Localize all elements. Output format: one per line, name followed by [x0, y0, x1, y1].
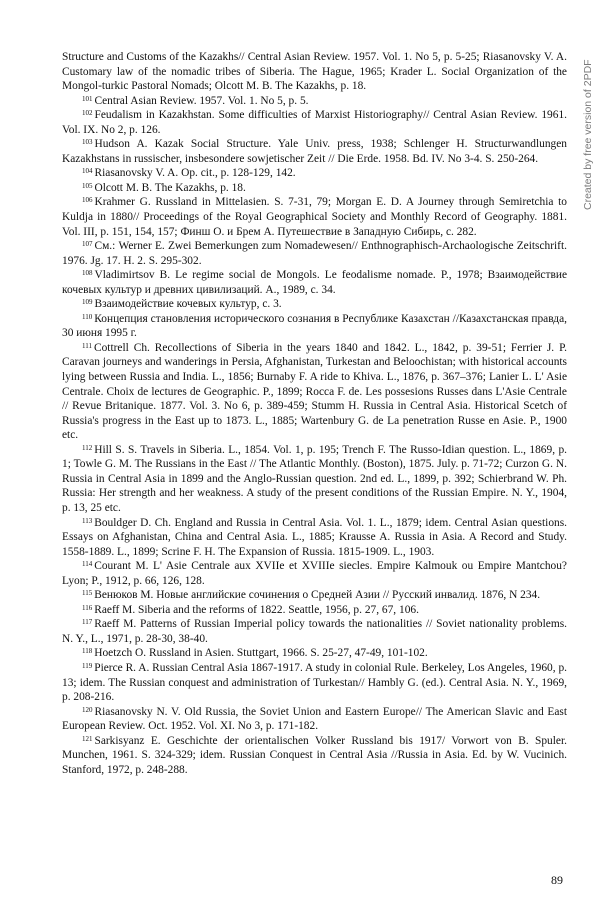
footnote-number: 115 [82, 589, 93, 598]
footnote-text: Pierce R. A. Russian Central Asia 1867-1917. A study in colonial Rule. Berkeley, Los Angeles, 1960, p. 13; idem. The Russian conquest and administration of Turkestan// Hambly G. (ed.). Central Asia. N. Y., 1969, p. 208-216. [62, 661, 567, 704]
footnote-number: 102 [82, 109, 93, 118]
footnote-111 [62, 341, 567, 443]
footnote-110 [62, 312, 567, 341]
footnote-number: 105 [82, 181, 93, 190]
footnote-121 [62, 734, 567, 778]
footnote-119 [62, 661, 567, 705]
footnote-text: Cottrell Ch. Recollections of Siberia in the years 1840 and 1842. L., 1842, p. 39-51; Ferrier J. P. Caravan journeys and wanderings in Persia, Afghanistan, Turkestan and Beloochistan; with historical accounts lying between Russia and India. L., 1856; Burnaby F. A ride to Khiva. L., 1876, p. 367–376; Lanier L. L' Asie Centrale. Choix de lectures de Geographic. P., 1899; Rocca F. de. Les possesions Russes dans L'Asie Centrale // Revue Britanique. 1877. Vol. 3. No 6, p. 389-459; Stumm H. Russia in Central Asia. Historical Scetch of Russia's progress in the East up to 1873. L., 1885; Wartenbury G. de La penetration Russe en Asie. P., 1900 etc. [62, 341, 567, 442]
footnote-number: 107 [82, 240, 93, 249]
footnote-103 [62, 137, 567, 166]
footnote-number: 106 [82, 196, 93, 205]
footnote-116 [62, 603, 567, 618]
footnote-104 [62, 166, 567, 181]
footnote-number: 110 [82, 312, 93, 321]
footnote-number: 111 [82, 341, 92, 350]
footnote-108 [62, 268, 567, 297]
footnote-number: 114 [82, 560, 93, 569]
footnote-number: 101 [82, 94, 93, 103]
footnote-120 [62, 705, 567, 734]
footnote-107 [62, 239, 567, 268]
footnote-number: 113 [82, 516, 93, 525]
footnote-text: Концепция становления исторического сознания в Республике Казахстан //Казахстанская правда, 30 июня 1995 г. [62, 312, 567, 340]
footnote-number: 119 [82, 661, 93, 670]
footnote-number: 108 [82, 269, 93, 278]
watermark-text: Created by free version of 2PDF [582, 59, 594, 210]
footnote-text: Riasanovsky V. A. Op. cit., p. 128-129, 142. [94, 167, 296, 180]
footnote-text: Hudson A. Kazak Social Structure. Yale Univ. press, 1938; Schlenger H. Structurwandlungen Kazakhstans in russischer, insbesondere sowjetischer Zeit // Die Erde. 1958. Bd. IV. No 3-4. S. 250-264. [62, 138, 567, 165]
footnotes-list [62, 50, 567, 777]
footnote-106 [62, 195, 567, 239]
page-number: 89 [551, 873, 563, 887]
footnote-text: Raeff M. Patterns of Russian Imperial policy towards the nationalities // Soviet nationality problems. N. Y., L., 1971, p. 28-30, 38-40. [62, 618, 567, 645]
footnote-text: Feudalism in Kazakhstan. Some difficulties of Marxist Historiography// Central Asian Review. 1961. Vol. IX. No 2, p. 126. [62, 109, 567, 136]
footnote-113 [62, 516, 567, 560]
footnote-text: Венюков М. Новые английские сочинения о Средней Азии // Русский инвалид. 1876, N 234. [94, 589, 541, 602]
footnote-number: 121 [82, 734, 93, 743]
footnote-number: 112 [82, 443, 93, 452]
footnote-115 [62, 588, 567, 603]
footnote-text: Riasanovsky N. V. Old Russia, the Soviet Union and Eastern Europe// The American Slavic and East European Review. Oct. 1952. Vol. XI. No 3, p. 171-182. [62, 705, 567, 733]
footnote-number: 118 [82, 647, 93, 656]
footnote-114 [62, 559, 567, 588]
footnote-text: Bouldger D. Ch. England and Russia in Central Asia. Vol. 1. L., 1879; idem. Central Asian questions. Essays on Afghanistan, China and Central Asia. L., 1885; Krausse A. Russia in Asia. A Record and Study. 1558-1889. L., 1899; Scrine F. H. The Expansion of Russia. 1815-1909. L., 1903. [62, 516, 567, 558]
footnote-number: 104 [82, 167, 93, 176]
footnote-text: См.: Werner E. Zwei Bemerkungen zum Nomadewesen// Enthnographisch-Archaologische Zeitschrift. 1976. Jg. 17. H. 2. S. 295-302. [62, 240, 567, 267]
footnote-text: Olcott M. B. The Kazakhs, p. 18. [94, 181, 246, 194]
footnote-101 [62, 94, 567, 109]
footnote-text: Krahmer G. Russland in Mittelasien. S. 7-31, 79; Morgan E. D. A Journey through Semiretchia to Kuldja in 1880// Proceedings of the Royal Geographical Society and Monthly Record of Geography. 1881. Vol. III, p. 151, 154, 157; Финш О. и Брем А. Путешествие в Западную Сибирь, с. 282. [62, 196, 567, 238]
footnote-102 [62, 108, 567, 137]
footnote-number: 120 [82, 705, 93, 714]
footnote-number: 116 [82, 603, 93, 612]
footnote-117 [62, 617, 567, 646]
footnote-text: Hill S. S. Travels in Siberia. L., 1854. Vol. 1, p. 195; Trench F. The Russo-Idian question. L., 1869, p. 1; Towle G. M. The Russians in the East // The Atlantic Monthly. (Boston), 1875. July. p. 71-72; Curzon G. N. Russia in Central Asia in 1899 and the Anglo-Russian question. 2nd ed. L., 1899, p. 392; Schierbrand W. Ph. Russia: Her strength and her weakness. A study of the present conditions of the Russian Empire. N. Y., 1904, p. 13, 25 etc. [62, 443, 567, 514]
footnote-text: Взаимодействие кочевых культур, с. 3. [94, 298, 282, 311]
footnote-text: Raeff M. Siberia and the reforms of 1822. Seattle, 1956, p. 27, 67, 106. [94, 603, 419, 616]
footnote-text: Vladimirtsov B. Le regime social de Mongols. Le feodalisme nomade. P., 1978; Взаимодействие кочевых культур и древних цивилизаций. А., 1989, с. 34. [62, 269, 567, 296]
footnote-continuation: Structure and Customs of the Kazakhs// Central Asian Review. 1957. Vol. 1. No 5, p. 5-25; Riasanovsky V. A. Customary law of the nomadic tribes of Siberia. The Hague, 1965; Krader L. Social Organization of the Mongol-turkic Pastoral Nomads; Olcott M. B. The Kazakhs, p. 18. [62, 51, 567, 93]
footnote-text: Sarkisyanz E. Geschichte der orientalischen Volker Russland bis 1917/ Vorwort von B. Spuler. Munchen, 1961. S. 324-329; idem. Russian Conquest in Central Asia //Russia in Asia. Ed. by W. Vucinich. Stanford, 1972, p. 248-288. [62, 734, 567, 776]
footnote-109 [62, 297, 567, 312]
footnote-number: 109 [82, 298, 93, 307]
footnote-112 [62, 443, 567, 516]
footnote-text: Central Asian Review. 1957. Vol. 1. No 5, p. 5. [94, 94, 309, 107]
footnote-105 [62, 181, 567, 196]
footnote-number: 103 [82, 138, 93, 147]
footnote-118 [62, 646, 567, 661]
footnote-text: Courant M. L' Asie Centrale aux XVIIe et XVIIIe siecles. Empire Kalmouk ou Empire Mantchou? Lyon; P., 1912, p. 66, 126, 128. [62, 560, 567, 587]
footnote-text: Hoetzch O. Russland in Asien. Stuttgart, 1966. S. 25-27, 47-49, 101-102. [94, 647, 428, 660]
footnote-number: 117 [82, 618, 93, 627]
